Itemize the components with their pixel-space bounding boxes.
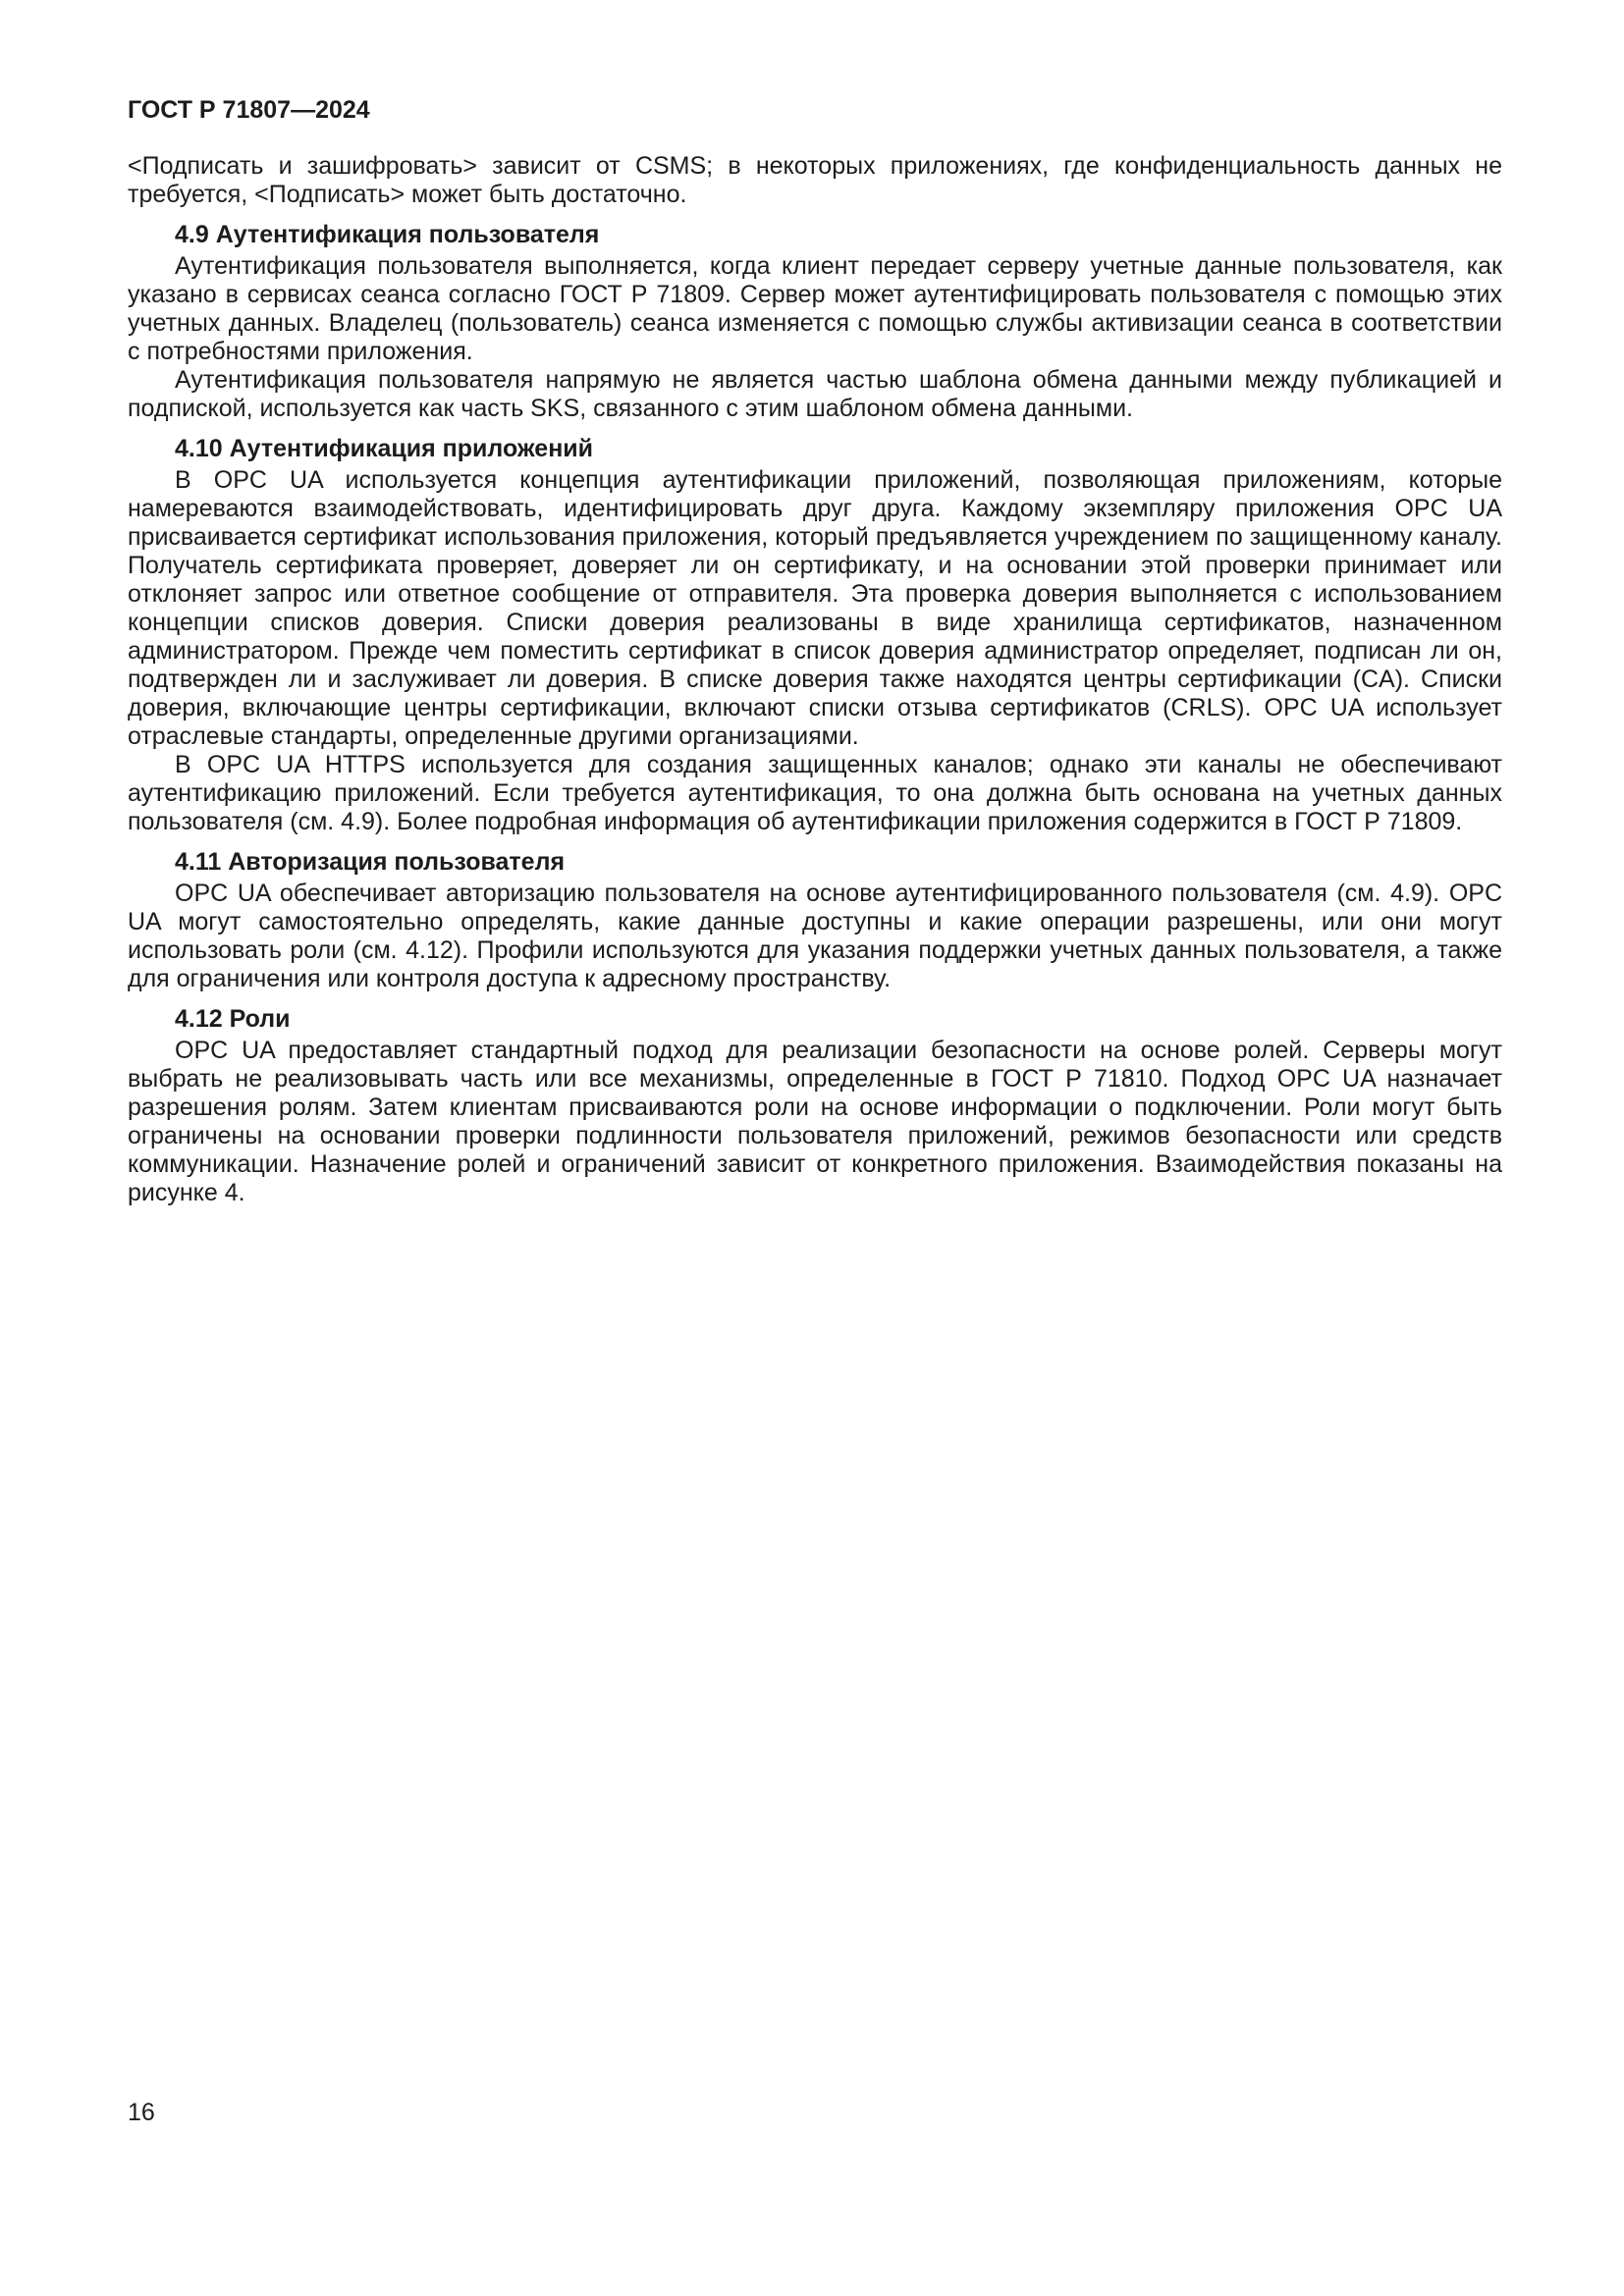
section-heading-4-9: 4.9 Аутентификация пользователя [175,221,600,248]
body-paragraph: В OPC UA используется концепция аутентификации приложений, позволяющая приложениям, которые намереваются взаимодействовать, идентифицировать друг друга. Каждому экземпляру приложения OPC UA присваивается сертификат использования приложения, который предъявляется учреждением по защищенному каналу. Получатель сертификата проверяет, доверяет ли он сертификату, и на основании этой проверки принимает или отклоняет запрос или ответное сообщение от отправителя. Эта проверка доверия выполняется с использованием концепции списков доверия. Списки доверия реализованы в виде хранилища сертификатов, назначенном администратором. Прежде чем поместить сертификат в список доверия администратор определяет, подписан ли он, подтвержден ли и заслуживает ли доверия. В списке доверия также находятся центры сертификации (CA). Списки доверия, включающие центры сертификации, включают списки отзыва сертификатов (CRLS). OPC UA использует отраслевые стандарты, определенные другими организациями. [128,466,1502,750]
section-heading-4-11: 4.11 Авторизация пользователя [175,848,566,876]
body-paragraph: Аутентификация пользователя выполняется, когда клиент передает серверу учетные данные пользователя, как указано в сервисах сеанса согласно ГОСТ Р 71809. Сервер может аутентифицировать пользователя с помощью этих учетных данных. Владелец (пользователь) сеанса изменяется с помощью службы активизации сеанса в соответствии с потребностями приложения. [128,252,1502,365]
section-heading-4-10: 4.10 Аутентификация приложений [175,435,594,462]
page-content [128,96,1502,1207]
body-paragraph: OPC UA предоставляет стандартный подход для реализации безопасности на основе ролей. Серверы могут выбрать не реализовывать часть или все механизмы, определенные в ГОСТ Р 71810. Подход OPC UA назначает разрешения ролям. Затем клиентам присваиваются роли на основе информации о подключении. Роли могут быть ограничены на основании проверки подлинности пользователя приложений, режимов безопасности или средств коммуникации. Назначение ролей и ограничений зависит от конкретного приложения. Взаимодействия показаны на рисунке 4. [128,1037,1502,1206]
page-number: 16 [128,2099,155,2126]
body-paragraph: OPC UA обеспечивает авторизацию пользователя на основе аутентифицированного пользователя (см. 4.9). OPC UA могут самостоятельно определять, какие данные доступны и какие операции разрешены, или они могут использовать роли (см. 4.12). Профили используются для указания поддержки учетных данных пользователя, а также для ограничения или контроля доступа к адресному пространству. [128,880,1502,992]
body-paragraph: В OPC UA HTTPS используется для создания защищенных каналов; однако эти каналы не обеспечивают аутентификацию приложений. Если требуется аутентификация, то она должна быть основана на учетных данных пользователя (см. 4.9). Более подробная информация об аутентификации приложения содержится в ГОСТ Р 71809. [128,751,1502,835]
body-paragraph: Аутентификация пользователя напрямую не является частью шаблона обмена данными между публикацией и подпиской, используется как часть SKS, связанного с этим шаблоном обмена данными. [128,366,1502,422]
section-heading-4-12: 4.12 Роли [175,1005,291,1033]
body-paragraph-continuation: <Подписать и зашифровать> зависит от CSMS; в некоторых приложениях, где конфиденциальность данных не требуется, <Подписать> может быть достаточно. [128,152,1502,208]
running-header: ГОСТ Р 71807—2024 [128,96,370,124]
